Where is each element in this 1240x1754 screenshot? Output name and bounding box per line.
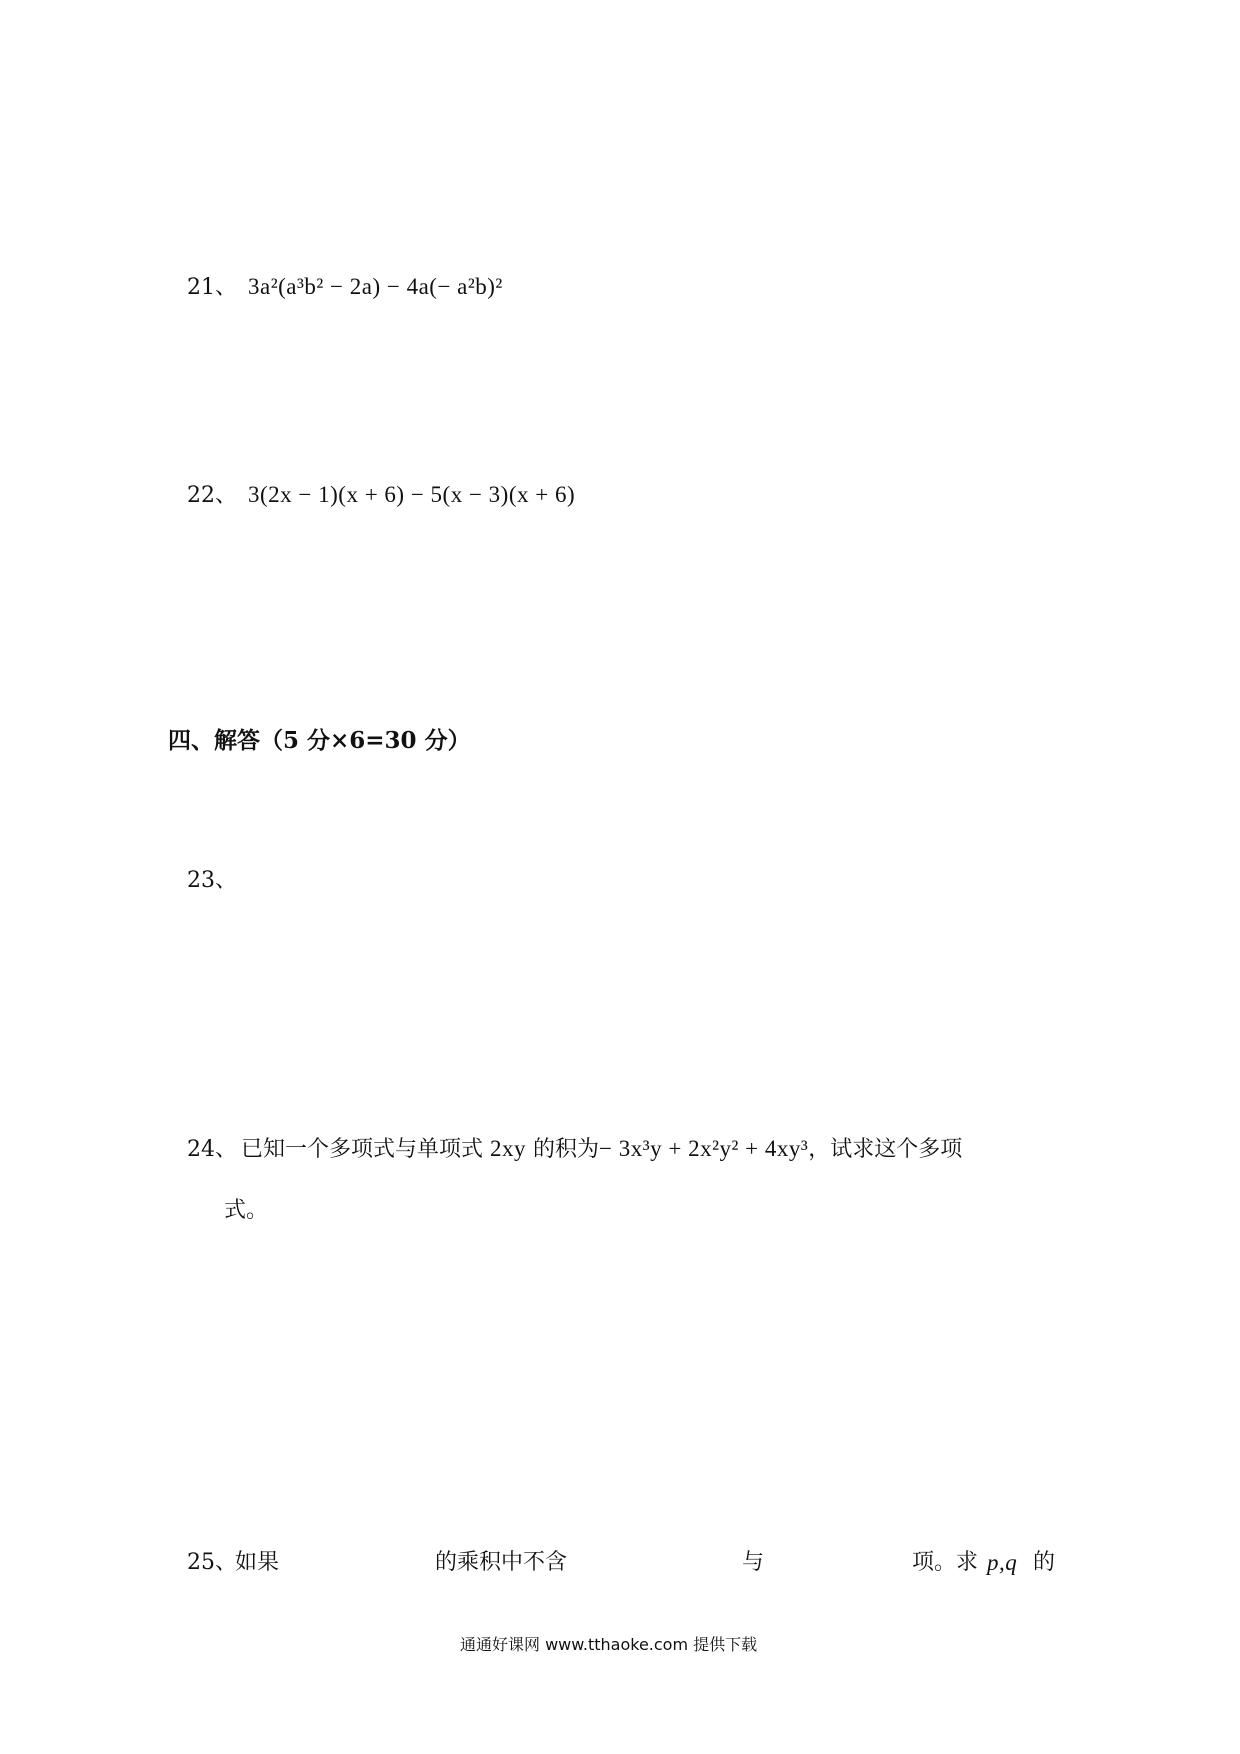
question-text: 项。求 xyxy=(912,1550,979,1575)
question-number: 21、 xyxy=(187,275,237,300)
question-text: 的 xyxy=(1033,1550,1056,1575)
question-text: 的乘积中不含 xyxy=(435,1550,568,1575)
page-footer: 通通好课网 www.tthaoke.com 提供下载 xyxy=(460,1635,758,1654)
question-number: 22、 xyxy=(187,483,237,508)
question-24-continuation: 式。 xyxy=(224,1198,269,1223)
question-25 xyxy=(187,1548,1067,1578)
section-heading: 四、解答（5 分×6=30 分） xyxy=(168,727,471,754)
question-text: 与 xyxy=(742,1550,765,1575)
question-text: 已知一个多项式与单项式 xyxy=(241,1137,484,1162)
math-expression: 3a²(a³b² − 2a) − 4a(− a²b)² xyxy=(248,274,503,299)
variables-expression: p,q xyxy=(987,1550,1018,1575)
question-number: 24、 xyxy=(187,1137,237,1162)
question-22 xyxy=(187,480,575,511)
question-number: 23、 xyxy=(187,868,237,893)
question-text: 如果 xyxy=(235,1550,280,1575)
question-21 xyxy=(187,272,503,303)
question-text: 的积为 xyxy=(533,1137,600,1162)
question-text: ，试求这个多项 xyxy=(808,1137,963,1162)
question-23 xyxy=(187,866,241,896)
math-expression: 3(2x − 1)(x + 6) − 5(x − 3)(x + 6) xyxy=(248,482,576,507)
question-number: 25、 xyxy=(187,1550,237,1575)
question-24 xyxy=(187,1134,962,1165)
monomial-expression: 2xy xyxy=(490,1136,527,1161)
product-expression: − 3x³y + 2x²y² + 4xy³ xyxy=(599,1136,809,1161)
